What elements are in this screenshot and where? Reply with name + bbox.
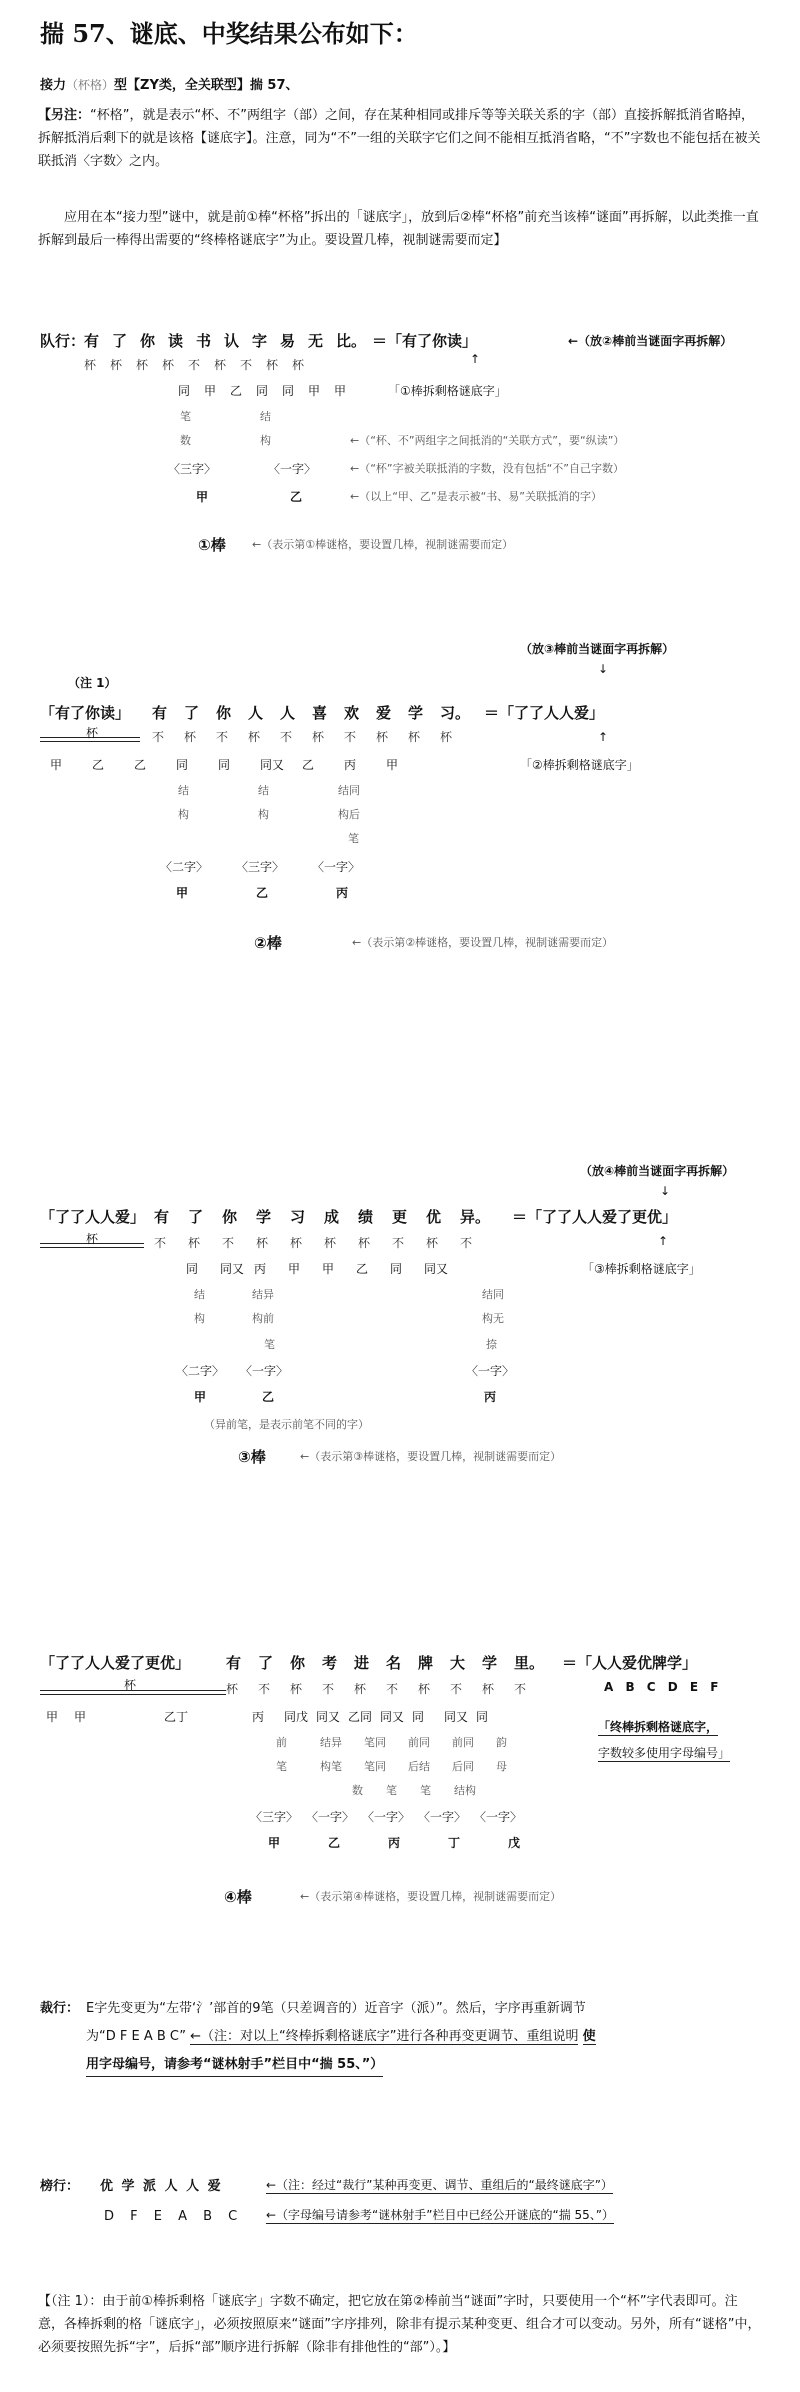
s1-bang-note: ←（表示第①棒谜格，要设置几棒，视制谜需要而定） xyxy=(252,538,514,551)
s3-r6b: 捺 xyxy=(486,1338,497,1351)
s3-cnt3: 〈一字〉 xyxy=(466,1364,515,1378)
s3-bang-note: ←（表示第③棒谜格，要设置几棒，视制谜需要而定） xyxy=(300,1450,562,1463)
s1-row5-note: ←（“杯、不”两组字之间抵消的“关联方式”，要“纵读”） xyxy=(350,434,625,447)
s4-char-1: 了 xyxy=(258,1654,274,1672)
s1-char-2: 你 xyxy=(140,332,156,350)
s4-r4-cell-1: 结异 xyxy=(320,1736,342,1749)
s3-cup-cell-9: 不 xyxy=(460,1236,473,1250)
s4-cup-cell-1: 不 xyxy=(258,1682,271,1696)
s4-r4-cell-5: 韵 xyxy=(496,1736,507,1749)
s4-underline-b xyxy=(40,1694,226,1695)
s4-bang-note: ←（表示第④棒谜格，要设置几棒，视制谜需要而定） xyxy=(300,1890,562,1903)
s3-r4b: 结异 xyxy=(252,1288,274,1301)
s4-r5-cell-5: 母 xyxy=(496,1760,507,1773)
s3-cup-cell-5: 杯 xyxy=(324,1236,337,1250)
s4-cnt-3: 〈一字〉 xyxy=(418,1810,467,1824)
s3-bang: ③棒 xyxy=(238,1448,266,1466)
s4-letters: A B C D E F xyxy=(604,1680,723,1694)
s3-r3-cell-0: 同 xyxy=(186,1262,199,1276)
s2-counts xyxy=(160,858,388,875)
s4-cup: 杯 xyxy=(124,1678,137,1692)
s4-row-3 xyxy=(252,1708,508,1725)
s2-char-1: 了 xyxy=(184,704,200,722)
s2-char-8: 学 xyxy=(408,704,424,722)
s4-r8-cell-0: 甲 xyxy=(268,1836,281,1850)
s2-r4-cell-0: 结 xyxy=(178,784,189,797)
s3-underline-b xyxy=(40,1247,144,1248)
s3-top-note: （放④棒前当谜面字再拆解） xyxy=(580,1164,735,1178)
intro-apply: 应用在本“接力型”谜中，就是前①棒“杯格”拆出的「谜底字」，放到后②棒“杯格”前充当该棒“谜面”再拆解，以此类推一直拆解到最后一棒得出需要的“终棒格谜底字”为止。要设置几棒，视制谜需要而定】 xyxy=(38,210,759,248)
s3-cup-cell-4: 杯 xyxy=(290,1236,303,1250)
s2-r4-cell-1: 结 xyxy=(258,784,269,797)
s3-up-arrow-icon: ↑ xyxy=(658,1234,669,1248)
intro-relay: 接力 xyxy=(40,78,67,93)
s1-cup-cell-4: 不 xyxy=(188,358,201,372)
s4-eq: ＝「人人爱优牌学」 xyxy=(562,1654,698,1672)
s2-r3-cell-1: 乙 xyxy=(92,758,105,772)
bang-note2: ←（字母编号请参考“谜林射手”栏目中已经公开谜底的“揣 55、”） xyxy=(266,2208,615,2222)
s2-cup-cell-4: 不 xyxy=(280,730,293,744)
s3-char-1: 了 xyxy=(188,1208,204,1226)
s3-char-6: 绩 xyxy=(358,1208,374,1226)
intro-cup-format: （杯格） xyxy=(66,78,115,92)
s1-row-3 xyxy=(178,382,360,399)
s4-cnt-2: 〈一字〉 xyxy=(362,1810,411,1824)
s4-row-8 xyxy=(268,1834,568,1851)
s3-cup-cell-0: 不 xyxy=(154,1236,167,1250)
s2-row-cup xyxy=(152,728,472,745)
s2-cup-cell-5: 杯 xyxy=(312,730,325,744)
s1-r3-cell-3: 同 xyxy=(256,384,269,398)
note-label: 【另注： xyxy=(38,108,91,123)
s4-r8-cell-3: 丁 xyxy=(448,1836,461,1850)
s1-char-5: 认 xyxy=(224,332,240,350)
s1-cup-cell-3: 杯 xyxy=(162,358,175,372)
s1-r3-cell-4: 同 xyxy=(282,384,295,398)
cai-use: 使 xyxy=(582,2029,596,2044)
s2-bang: ②棒 xyxy=(254,934,282,952)
s3-r8c: 丙 xyxy=(484,1390,497,1404)
s2-cnt-2: 〈一字〉 xyxy=(312,860,361,874)
s1-r4-cell-0: 笔 xyxy=(180,410,191,423)
s4-char-6: 牌 xyxy=(418,1654,434,1672)
s3-row-cup xyxy=(154,1234,494,1251)
s4-r3-cell-4: 同又 xyxy=(380,1710,405,1724)
s3-cnt1: 〈二字〉 xyxy=(176,1364,225,1378)
s4-r3-cell-7: 同 xyxy=(476,1710,489,1724)
s4-head: 「了了人人爱了更优」 xyxy=(40,1654,191,1672)
s3-cup: 杯 xyxy=(86,1232,99,1246)
s3-r3-cell-6: 同 xyxy=(390,1262,403,1276)
s2-cup-cell-9: 杯 xyxy=(440,730,453,744)
s3-r3-cell-2: 丙 xyxy=(254,1262,267,1276)
s1-char-4: 书 xyxy=(196,332,212,350)
s1-arrow-note: ←（放②棒前当谜面字再拆解） xyxy=(568,334,733,348)
s4-char-7: 大 xyxy=(450,1654,466,1672)
s4-r4-cell-0: 前 xyxy=(276,1736,287,1749)
s4-r5-cell-4: 后同 xyxy=(452,1760,474,1773)
s2-r3-cell-7: 丙 xyxy=(344,758,357,772)
s3-char-9: 异。 xyxy=(460,1208,491,1226)
s2-top-note: （放③棒前当谜面字再拆解） xyxy=(520,642,675,656)
s2-row6: 笔 xyxy=(348,832,359,845)
s2-zhu: （注 1） xyxy=(68,676,117,690)
s3-r4a: 结 xyxy=(194,1288,205,1301)
s4-cup-cell-9: 不 xyxy=(514,1682,527,1696)
s4-char-4: 进 xyxy=(354,1654,370,1672)
s1-r5-cell-0: 数 xyxy=(180,434,191,447)
s1-eq: ＝「有了你读」 xyxy=(372,332,478,350)
s1-r3-cell-0: 同 xyxy=(178,384,191,398)
s4-r4-cell-3: 前同 xyxy=(408,1736,430,1749)
s2-r5-cell-0: 构 xyxy=(178,808,189,821)
s2-cup-cell-1: 杯 xyxy=(184,730,197,744)
s3-char-3: 学 xyxy=(256,1208,272,1226)
s4-char-3: 考 xyxy=(322,1654,338,1672)
s3-r5b: 构前 xyxy=(252,1312,274,1325)
s2-cnt-0: 〈二字〉 xyxy=(160,860,209,874)
cai-seq: 为“D F E A B C” xyxy=(86,2029,186,2044)
s3-r3-cell-1: 同又 xyxy=(220,1262,245,1276)
s3-cup-cell-8: 杯 xyxy=(426,1236,439,1250)
s2-r5-cell-2: 构后 xyxy=(338,808,360,821)
s3-r3-cell-4: 甲 xyxy=(322,1262,335,1276)
s3-char-0: 有 xyxy=(154,1208,170,1226)
s4-r8-cell-1: 乙 xyxy=(328,1836,341,1850)
s3-chars xyxy=(154,1206,494,1227)
s4-cup-cell-6: 杯 xyxy=(418,1682,431,1696)
s3-char-7: 更 xyxy=(392,1208,408,1226)
s2-r3-cell-8: 甲 xyxy=(386,758,399,772)
s4-cup-cell-7: 不 xyxy=(450,1682,463,1696)
s1-cup-cell-8: 杯 xyxy=(292,358,305,372)
s4-cup-cell-2: 杯 xyxy=(290,1682,303,1696)
s1-row3-note: 「①棒拆剩格谜底字」 xyxy=(388,384,507,398)
s2-cup-cell-3: 杯 xyxy=(248,730,261,744)
s2-char-5: 喜 xyxy=(312,704,328,722)
s3-char-4: 习 xyxy=(290,1208,306,1226)
s3-cnt2: 〈一字〉 xyxy=(240,1364,289,1378)
down-arrow-icon: ↓ xyxy=(598,662,609,676)
s4-cup-cell-3: 不 xyxy=(322,1682,335,1696)
s2-cup-cell-2: 不 xyxy=(216,730,229,744)
s3-row3-note: 「③棒拆剩格谜底字」 xyxy=(582,1262,701,1276)
s2-up-arrow-icon: ↑ xyxy=(598,730,609,744)
s4-r3-cell-5: 同 xyxy=(412,1710,425,1724)
s3-r6a: 笔 xyxy=(264,1338,275,1351)
s4-cnt-0: 〈三字〉 xyxy=(250,1810,299,1824)
bang-words: 优 学 派 人 人 爱 xyxy=(100,2179,223,2194)
s2-char-2: 你 xyxy=(216,704,232,722)
s4-char-0: 有 xyxy=(226,1654,242,1672)
s4-row-cup xyxy=(226,1680,546,1697)
s4-row-5 xyxy=(276,1758,540,1774)
s4-r6-cell-1: 笔 xyxy=(386,1784,397,1797)
s1-r3-cell-2: 乙 xyxy=(230,384,243,398)
s1-row-cup xyxy=(84,356,318,373)
cai-text3: 用字母编号，请参考“谜林射手”栏目中“揣 55、”） xyxy=(86,2054,383,2077)
intro-line1 xyxy=(40,74,299,97)
s4-r3-cell-1: 同戊 xyxy=(284,1710,309,1724)
s4-r3l-c: 乙丁 xyxy=(164,1710,189,1724)
s1-chars xyxy=(84,330,366,351)
s3-cup-cell-3: 杯 xyxy=(256,1236,269,1250)
s2-row-5 xyxy=(178,806,418,822)
s3-r3-cell-3: 甲 xyxy=(288,1262,301,1276)
s3-r3-cell-7: 同又 xyxy=(424,1262,449,1276)
s3-r4c: 结同 xyxy=(482,1288,504,1301)
note-text: “杯格”，就是表示“杯、不”两组字（部）之间，存在某种相同或排斥等等关联关系的字（部）直接拆解抵消省略掉，拆解抵消后剩下的就是该格【谜底字】。注意，同为“不”一组的关联字它们之间不能相互抵消省略，“不”字数也不能包括在被关联抵消〈字数〉之内。 xyxy=(38,108,761,169)
s4-char-5: 名 xyxy=(386,1654,402,1672)
s4-r5-cell-1: 构笔 xyxy=(320,1760,342,1773)
up-arrow-icon: ↑ xyxy=(470,352,481,366)
s1-r3-cell-1: 甲 xyxy=(204,384,217,398)
s1-row-5 xyxy=(180,432,340,448)
s1-count-2: 〈一字〉 xyxy=(268,462,317,476)
s1-char-3: 读 xyxy=(168,332,184,350)
s2-cup: 杯 xyxy=(86,726,99,740)
s4-r8-cell-4: 戊 xyxy=(508,1836,521,1850)
s2-cup-cell-8: 杯 xyxy=(408,730,421,744)
s2-head: 「有了你读」 xyxy=(40,704,131,722)
s1-cup-cell-6: 不 xyxy=(240,358,253,372)
s4-r5-cell-0: 笔 xyxy=(276,1760,287,1773)
s3-r8b: 乙 xyxy=(262,1390,275,1404)
footnote: 【（注 1）：由于前①棒拆剩格「谜底字」字数不确定，把它放在第②棒前当“谜面”字时，只要使用一个“杯”字代表即可。注意，各棒拆剩的格「谜底字」，必须按照原来“谜面”字序排列，除非有提示某种变更、组合才可以变动。另外，所有“谜格”中，必须要按照先拆“字”，后拆“部”顺序进行拆解（除非有排他性的“部”）。】 xyxy=(38,2294,761,2355)
s3-eq: ＝「了了人人爱了更优」 xyxy=(512,1208,678,1226)
bang-letters: D F E A B C xyxy=(104,2209,244,2224)
s2-row-3 xyxy=(50,756,428,773)
s4-char-2: 你 xyxy=(290,1654,306,1672)
s2-cup-cell-7: 杯 xyxy=(376,730,389,744)
s4-cnt-1: 〈一字〉 xyxy=(306,1810,355,1824)
s4-r6-cell-2: 笔 xyxy=(420,1784,431,1797)
s1-r4-cell-1: 结 xyxy=(260,410,271,423)
s2-r3-cell-6: 乙 xyxy=(302,758,315,772)
s3-r8a: 甲 xyxy=(194,1390,207,1404)
s3-char-2: 你 xyxy=(222,1208,238,1226)
s3-cup-cell-2: 不 xyxy=(222,1236,235,1250)
s1-r3-cell-5: 甲 xyxy=(308,384,321,398)
s2-char-3: 人 xyxy=(248,704,264,722)
s4-cup-cell-0: 杯 xyxy=(226,1682,239,1696)
s2-bang-note: ←（表示第②棒谜格，要设置几棒，视制谜需要而定） xyxy=(352,936,614,949)
s4-cnt-4: 〈一字〉 xyxy=(474,1810,523,1824)
s1-row7-note: ←（以上“甲、乙”是表示被“书、易”关联抵消的字） xyxy=(350,490,603,503)
s4-r3-cell-2: 同又 xyxy=(316,1710,341,1724)
s2-row3-note: 「②棒拆剩格谜底字」 xyxy=(520,758,639,772)
s4-r5-cell-3: 后结 xyxy=(408,1760,430,1773)
s1-cup-cell-5: 杯 xyxy=(214,358,227,372)
s3-cup-cell-6: 杯 xyxy=(358,1236,371,1250)
page-title: 揣 57、谜底、中奖结果公布如下： xyxy=(40,19,418,48)
s2-chars xyxy=(152,702,472,723)
s2-char-0: 有 xyxy=(152,704,168,722)
s1-char-9: 比。 xyxy=(336,332,367,350)
s4-cup-cell-5: 不 xyxy=(386,1682,399,1696)
intro-note xyxy=(38,104,762,173)
s3-r3-cell-5: 乙 xyxy=(356,1262,369,1276)
s1-count-note: ←（“杯”字被关联抵消的字数，没有包括“不”自己字数） xyxy=(350,462,625,475)
bang-note1: ←（注：经过“裁行”某种再变更、调节、重组后的“最终谜底字”） xyxy=(266,2178,613,2192)
s2-cup-cell-6: 不 xyxy=(344,730,357,744)
s3-sub-note: （异前笔，是表示前笔不同的字） xyxy=(204,1418,369,1431)
s4-r3-cell-6: 同又 xyxy=(444,1710,469,1724)
s4-counts xyxy=(250,1808,530,1825)
s3-char-5: 成 xyxy=(324,1208,340,1226)
s1-cup-cell-1: 杯 xyxy=(110,358,123,372)
s2-char-6: 欢 xyxy=(344,704,360,722)
s4-chars xyxy=(226,1652,546,1673)
s2-r8-cell-0: 甲 xyxy=(176,886,189,900)
s1-char-7: 易 xyxy=(280,332,296,350)
s4-r3l-b: 甲 xyxy=(74,1710,87,1724)
s3-head: 「了了人人爱」 xyxy=(40,1208,146,1226)
s4-char-9: 里。 xyxy=(514,1654,545,1672)
s4-char-8: 学 xyxy=(482,1654,498,1672)
s2-r4-cell-2: 结同 xyxy=(338,784,360,797)
s4-r3l-a: 甲 xyxy=(46,1710,59,1724)
s2-r3-cell-5: 同又 xyxy=(260,758,285,772)
s2-char-7: 爱 xyxy=(376,704,392,722)
s2-r5-cell-1: 构 xyxy=(258,808,269,821)
s1-cup-cell-7: 杯 xyxy=(266,358,279,372)
s2-r8-cell-1: 乙 xyxy=(256,886,269,900)
s2-r3-cell-2: 乙 xyxy=(134,758,147,772)
s4-r8-cell-2: 丙 xyxy=(388,1836,401,1850)
s1-bang: ①棒 xyxy=(198,536,226,554)
cai-text1: E字先变更为“左带‘氵’部首的9笔（只差调音的）近音字（派）”。然后，字序再重新调节 xyxy=(86,2001,586,2016)
s3-r5a: 构 xyxy=(194,1312,205,1325)
s1-char-0: 有 xyxy=(84,332,100,350)
s4-row-4 xyxy=(276,1734,540,1750)
s2-r3-cell-0: 甲 xyxy=(50,758,63,772)
s4-row3-note-b: 字数较多使用字母编号」 xyxy=(598,1746,731,1760)
s3-down-arrow-icon: ↓ xyxy=(660,1184,671,1198)
s2-cnt-1: 〈三字〉 xyxy=(236,860,285,874)
s1-char-6: 字 xyxy=(252,332,268,350)
s2-eq: ＝「了了人人爱」 xyxy=(484,704,605,722)
s1-r5-cell-1: 构 xyxy=(260,434,271,447)
intro-type: 型【ZY类，全关联型】揣 57、 xyxy=(114,78,299,93)
s2-cup-cell-0: 不 xyxy=(152,730,165,744)
s1-cup-cell-0: 杯 xyxy=(84,358,97,372)
s2-row-8 xyxy=(176,884,416,901)
s4-row-6 xyxy=(352,1782,488,1798)
s1-char-8: 无 xyxy=(308,332,324,350)
s1-label: 队行： xyxy=(40,332,86,350)
s4-bang: ④棒 xyxy=(224,1888,252,1906)
s2-r8-cell-2: 丙 xyxy=(336,886,349,900)
s3-cup-cell-7: 不 xyxy=(392,1236,405,1250)
s1-char-1: 了 xyxy=(112,332,128,350)
s3-row-3 xyxy=(186,1260,458,1277)
s4-r4-cell-2: 笔同 xyxy=(364,1736,386,1749)
s4-r3-cell-3: 乙同 xyxy=(348,1710,373,1724)
s3-r5c: 构无 xyxy=(482,1312,504,1325)
s1-row7-a: 甲 xyxy=(196,490,209,504)
cai-note: ←（注：对以上“终棒拆剩格谜底字”进行各种再变更调节、重组说明 xyxy=(190,2029,579,2044)
s4-r6-cell-0: 数 xyxy=(352,1784,363,1797)
s4-r4-cell-4: 前同 xyxy=(452,1736,474,1749)
s4-r3-cell-0: 丙 xyxy=(252,1710,265,1724)
s1-count-1: 〈三字〉 xyxy=(168,462,217,476)
s2-r3-cell-3: 同 xyxy=(176,758,189,772)
s2-char-4: 人 xyxy=(280,704,296,722)
s2-underline-b xyxy=(40,741,140,742)
s1-row7-b: 乙 xyxy=(290,490,303,504)
bang-label: 榜行： xyxy=(40,2179,80,2194)
s3-cup-cell-1: 杯 xyxy=(188,1236,201,1250)
s2-row-4 xyxy=(178,782,418,798)
s2-char-9: 习。 xyxy=(440,704,471,722)
s4-row3-note-a: 「终棒拆剩格谜底字， xyxy=(598,1720,719,1734)
s3-char-8: 优 xyxy=(426,1208,442,1226)
s4-r5-cell-2: 笔同 xyxy=(364,1760,386,1773)
s4-cup-cell-4: 杯 xyxy=(354,1682,367,1696)
s2-r3-cell-4: 同 xyxy=(218,758,231,772)
s1-r3-cell-6: 甲 xyxy=(334,384,347,398)
s1-cup-cell-2: 杯 xyxy=(136,358,149,372)
cai-text2 xyxy=(86,2026,596,2048)
s4-cup-cell-8: 杯 xyxy=(482,1682,495,1696)
s1-row-4 xyxy=(180,408,340,424)
cai-label: 裁行： xyxy=(40,2001,80,2016)
s4-r6-cell-3: 结构 xyxy=(454,1784,476,1797)
